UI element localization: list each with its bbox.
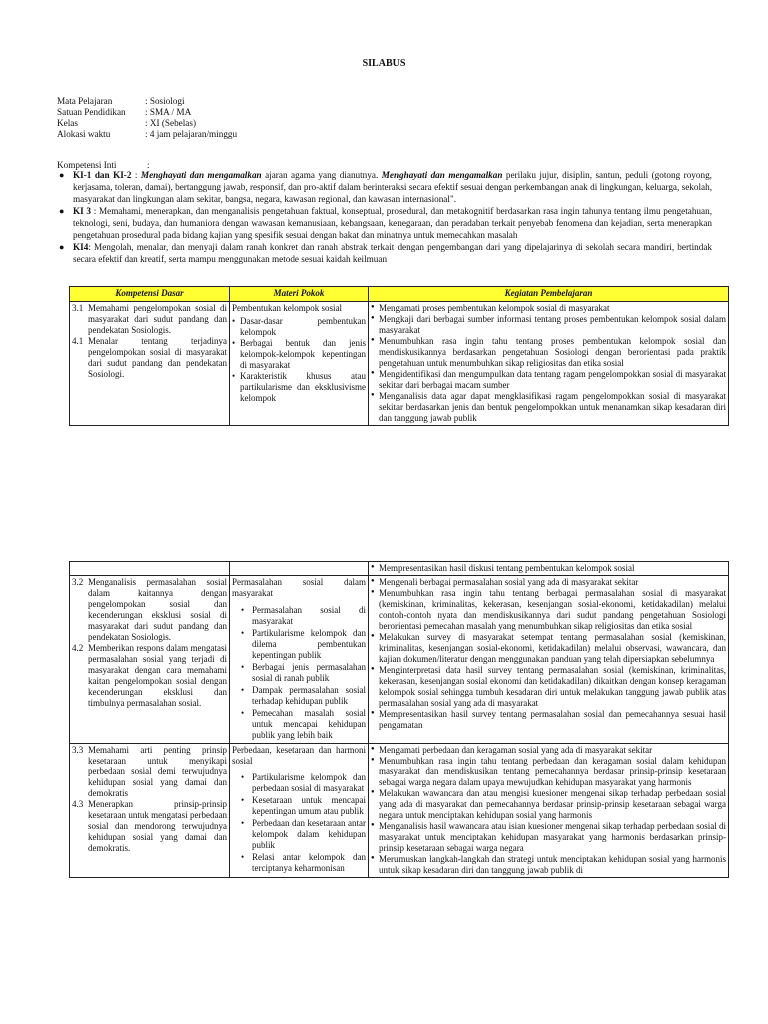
list-item: ● Menganalisis hasil wawancara atau isian kuesioner mengenai sikap terhadap perbedaan sosial di masyarakat untuk menciptakan kehidupan masyarakat yang harmonis berdasarkan prinsip-prinsip kesetaraan sebagai warga negara [371,821,726,854]
header-kegiatan: Kegiatan Pembelajaran [369,287,729,302]
ki-sep: : [131,170,141,180]
table-row [70,302,729,426]
list-item: ● Menumbuhkan rasa ingin tahu tentang perbedaan dan keragaman sosial dalam kehidupan masyarakat dan mendiskusikan tentang pemecahannya berdasar prinsip-prinsip kesetaraan sebagai warga negara dalam upaya mewujudkan kehidupan masyarakat yang harmonis [371,756,726,789]
list-item: • Permasalahan sosial di masyarakat [232,605,366,627]
list-item: • Pemecahan masalah sosial untuk mencapai kehidupan publik yang lebih baik [232,708,366,741]
meta-row-class [57,118,457,129]
ki-item-3 [57,206,712,242]
list-item: • Relasi antar kelompok dan terciptanya keharmonisan [232,852,366,874]
kd-number: 4.3 [72,799,84,810]
meta-key: Alokasi waktu [57,129,111,139]
kd-text: Memahami arti penting prinsip kesetaraan untuk menyikapi perbedaan sosial demi terwujudnya kehidupan sosial yang damai dan demokratis [88,744,227,799]
ki-text: perilaku jujur, disiplin, santun, peduli (gotong royong, kerjasama, toleran, damai), bertanggung jawab, responsif, dan pro-aktif dalam berinteraksi secara efektif sesuai dengan perkembangan anak di lingkungan, keluarga, sekolah, masyarakat dan lingkungan alam sekitar, bangsa, negara, kawasan regional, dan kawasan internasional". [73,170,712,204]
header-kompetensi-dasar: Kompetensi Dasar [70,287,230,302]
kg-cell [369,562,729,576]
kd-number: 3.2 [72,576,84,587]
list-item: ● Mengamati perbedaan dan keragaman sosial yang ada di masyarakat sekitar [371,745,726,756]
kd-item [72,745,227,800]
mp-cell [230,575,369,743]
list-item: • Berbagai jenis permasalahan sosial di ranah publik [232,662,366,684]
mp-list [232,772,366,874]
list-item: ● Melakukan survey di masyarakat setempat tentang permasalahan sosial (kemiskinan, kriminalitas, kesenjangan sosial-ekonomi, ketidakadilan) melalui observasi, wawancara, dan kajian dokumen/literatur dengan menggunakan panduan yang telah dipersiapkan sebelumnya [371,632,726,665]
table-row [70,575,729,743]
bullet-icon: ● [59,205,65,216]
ki-text: : Mengolah, menalar, dan menyaji dalam ranah konkret dan ranah abstrak terkait dengan pengembangan dari yang dipelajarinya di sekolah secara mandiri, bertindak secara efektif dan kreatif, serta mampu menggunakan metode sesuai kaidah keilmuan [73,241,712,264]
list-item: ● Mengenali berbagai permasalahan sosial yang ada di masyarakat sekitar [371,577,726,588]
core-competencies-heading [57,160,712,170]
mp-cell [230,743,369,878]
list-item: ● Mengkaji dari berbagai sumber informasi tentang proses pembentukan kelompok sosial dalam masyarakat [371,314,726,336]
list-item: • Partikularisme kelompok dan dilema pembentukan kepentingan publik [232,628,366,661]
kd-cell [70,302,230,426]
kd-text: Menganalisis permasalahan sosial dalam kaitannya dengan pengelompokan sosial dan kecenderungan eksklusi sosial di masyarakat dari sudut pandang dan pendekatan Sosiologis. [88,576,227,642]
kg-list [371,563,726,574]
kd-text: Memahami pengelompokan sosial di masyarakat dari sudut pandang dan pendekatan Sosiologis. [88,303,227,335]
kd-text: Menerapkan prinsip-prinsip kesetaraan untuk mengatasi perbedaan sosial dan mendorong terwujudnya kehidupan sosial yang damai dan demokratis. [88,799,227,854]
header-materi-pokok: Materi Pokok [230,287,369,302]
kd-item [72,643,227,709]
subject-info [57,96,457,140]
ki-text: ajaran agama yang dianutnya. [261,170,382,180]
list-item: ● Mengamati proses pembentukan kelompok sosial di masyarakat [371,303,726,314]
list-item: • Dampak permasalahan sosial terhadap kehidupan publik [232,685,366,707]
meta-value: : Sosiologi [145,96,185,106]
ki-label: KI 3 [73,205,92,216]
meta-key: Kelas [57,118,78,128]
table-row [70,743,729,878]
ki-emphasis: Menghayati dan mengamalkan [140,170,262,180]
kd-text: Menalar tentang terjadinya pengelompokan sosial di masyarakat dari sudut pandang dan pendekatan Sosiologi. [88,335,227,379]
list-item: ● Mempresentasikan hasil survey tentang permasalahan sosial dan pemecahannya sesuai hasil pengamatan [371,709,726,731]
ki-item-4 [57,242,712,266]
core-competencies [57,160,712,266]
page-title: SILABUS [362,58,406,69]
list-item: ● Mengidentifikasi dan mengumpulkan data tentang ragam pengelompokkan sosial di masyarakat sekitar dari berbagai macam sumber [371,369,726,391]
list-item: • Karakteristik khusus atau partikularisme dan eksklusivisme kelompok [232,371,366,404]
table-row [70,562,729,576]
meta-row-time [57,129,457,140]
bullet-icon: ● [59,241,65,252]
kg-cell [369,575,729,743]
list-item: • Perbedaan dan kesetaraan antar kelompok dalam kehidupan publik [232,818,366,851]
meta-key: Satuan Pendidikan [57,107,126,117]
kd-cell [70,743,230,878]
bullet-icon: ● [59,170,65,180]
meta-value: : 4 jam pelajaran/minggu [145,129,238,139]
list-item: ● Mempresentasikan hasil diskusi tentang pembentukan kelompok sosial [371,563,726,574]
list-item: • Partikularisme kelompok dan perbedaan sosial di masyarakat [232,772,366,794]
kd-text: Memberikan respons dalam mengatasi permasalahan sosial yang terjadi di masyarakat dengan cara memahami kaitan pengelompokan sosial dengan kecenderungan eksklusi dan timbulnya permasalahan sosial. [88,642,227,708]
ki-heading-text: Kompetensi Inti [57,160,117,170]
list-item: ● Merumuskan langkah-langkah dan strategi untuk menciptakan kehidupan sosial yang harmonis untuk sikap kesadaran diri dan tanggung jawab publik di [371,854,726,876]
kg-list [371,577,726,731]
ki-item-1-2 [57,170,712,206]
list-item: • Kesetaraan untuk mencapai kepentingan umum atau publik [232,795,366,817]
ki-heading-colon: : [147,160,150,170]
meta-row-subject [57,96,457,107]
kd-cell-empty [70,562,230,576]
kd-cell [70,575,230,743]
list-item: • Berbagai bentuk dan jenis kelompok-kelompok kepentingan di masyarakat [232,338,366,371]
mp-heading: Pembentukan kelompok sosial [232,303,342,313]
syllabus-table-1 [69,286,729,426]
kg-list [371,303,726,424]
mp-list [232,316,366,404]
list-item: ● Menumbuhkan rasa ingin tahu tentang berbagai permasalahan sosial di masyarakat (kemiskinan, kriminalitas, kekerasan, kesenjangan sosial-ekonomi, ketidakadilan) melalui contoh-contoh nyata dan mendiskusikannya dari sudut pandang pengetahuan Sosiologi berorientasi pemecahan masalah yang menumbuhkan sikap religiositas dan etika sosial [371,588,726,632]
ki-label: KI4 [73,241,89,252]
meta-value: : XI (Sebelas) [145,118,197,128]
mp-heading: Perbedaan, kesetaraan dan harmoni sosial [232,744,366,766]
meta-row-school [57,107,457,118]
kd-item [72,799,227,854]
kd-number: 3.3 [72,744,84,755]
meta-key: Mata Pelajaran [57,96,113,106]
ki-emphasis: Menghayati dan mengamalkan [381,170,503,180]
syllabus-table-2 [69,561,729,878]
kd-item [72,336,227,380]
kg-cell [369,743,729,878]
kd-number: 3.1 [72,303,84,313]
mp-cell [230,302,369,426]
list-item: ● Melakukan wawancara dan atau mengisi kuesioner mengenai sikap terhadap perbedaan sosial yang ada di masyarakat dan pemecahannya berdasar prinsip-prinsip kesetaraan sebagai warga negara untuk menciptakan kehidupan sosial yang harmonis [371,788,726,821]
kd-item [72,303,227,336]
kd-number: 4.2 [72,642,84,653]
list-item: ● Menginterpretasi data hasil survey tentang permasalahan sosial (kemiskinan, kriminalitas, kekerasan, kesenjangan sosial ekonomi dan ketidakadilan) dikaitkan dengan konsep keragaman kelompok sosial sehingga tumbuh kesadaran diri untuk melakukan tanggung jawab publik atas permasalahan sosial yang ada di masyarakat [371,665,726,709]
kd-item [72,577,227,643]
list-item: • Dasar-dasar pembentukan kelompok [232,316,366,338]
ki-text: : Memahami, menerapkan, dan menganalisis pengetahuan faktual, konseptual, prosedural, dan metakognitif berdasarkan rasa ingin tahunya tentang ilmu pengetahuan, teknologi, seni, budaya, dan humaniora dengan wawasan kemanusiaan, kebangsaan, kenegaraan, dan peradaban terkait penyebab fenomena dan kejadian, serta menerapkan pengetahuan prosedural pada bidang kajian yang spesifik sesuai dengan bakat dan minatnya untuk memecahkan masalah [73,205,712,240]
list-item: ● Menganalisis data agar dapat mengklasifikasi ragam pengelompokkan sosial di masyarakat sekitar berdasarkan jenis dan bentuk pengelompokkan untuk menanamkan sikap kesadaran diri dan tanggung jawab publik [371,391,726,424]
list-item: ● Menumbuhkan rasa ingin tahu tentang proses pembentukan kelompok sosial dan mendiskusikannya berdasarkan pengetahuan Sosiologi dengan berorientasi pada praktik pengetahuan untuk menumbuhkan sikap religiositas dan etika sosial [371,336,726,369]
table-header-row [70,287,729,302]
mp-list [232,605,366,741]
kd-number: 4.1 [72,335,84,346]
mp-cell-empty [230,562,369,576]
kg-list [371,745,726,877]
kg-cell [369,302,729,426]
meta-value: : SMA / MA [145,107,192,117]
ki-label: KI-1 dan KI-2 [73,170,132,180]
mp-heading: Permasalahan sosial dalam masyarakat [232,576,366,598]
